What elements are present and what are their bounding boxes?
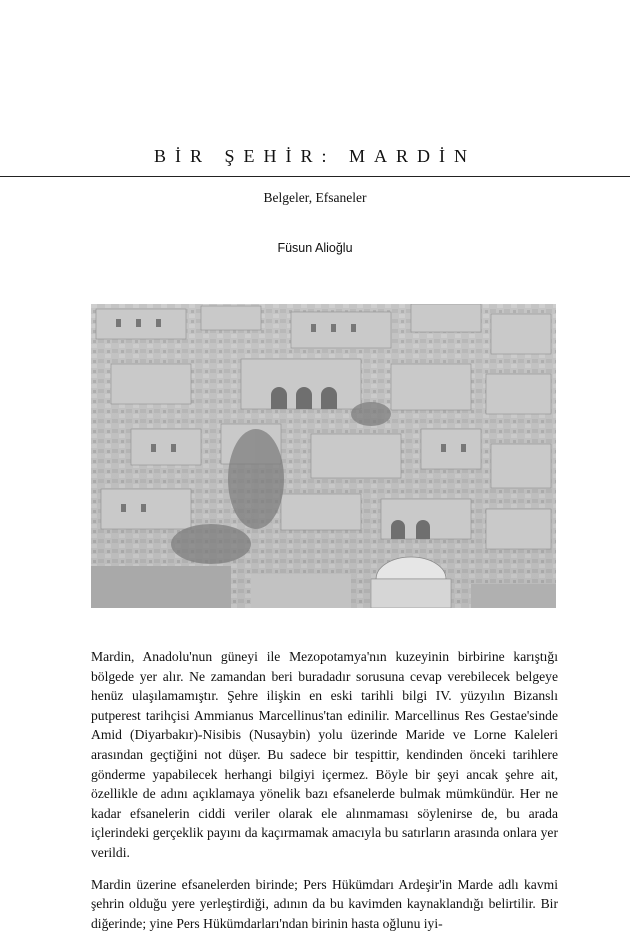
author-name: Füsun Alioğlu bbox=[277, 241, 353, 255]
title-divider bbox=[0, 176, 630, 177]
body-paragraph: Mardin, Anadolu'nun güneyi ile Mezopotamya'nın kuzeyinin birbirine karıştığı bölgede yer alır. Ne zamandan beri buradadır sorusuna cevap verebilecek belgeye henüz ulaşılamamıştır. Şehre ilişkin en eski tarihli bilgi IV. yüzyılın Bizanslı putperest tarihçisi Ammianus Marcellinus'tan edinilir. Marcellinus Res Gestae'sinde Amid (Diyarbakır)-Nisibis (Nusaybin) yolu üzerinde Maride ve Lorne Kaleleri arasından geçtiğini not düşer. Bu sadece bir tespittir, kendinden önceki tarihlere gönderme yapabilecek herhangi bilgiyi içermez. Böyle bir şeyi ancak şehre ait, özellikle de adını açıklamaya yönelik bazı efsanelerde bulmak mümkündür. Her ne kadar efsanelerin ciddi veriler olarak ele alınmaması söylenirse de, bu arada içlerindeki gerçeklik payını da kaçırmamak amacıyla bu satırların arasında onlara yer verildi. bbox=[91, 649, 558, 860]
article-body bbox=[91, 647, 558, 945]
article-subtitle: Belgeler, Efsaneler bbox=[263, 190, 367, 205]
mardin-cityscape-photo bbox=[91, 304, 556, 608]
article-title: BİR ŞEHİR: MARDİN bbox=[153, 146, 476, 166]
body-paragraph: Mardin üzerine efsanelerden birinde; Pers Hükümdarı Ardeşir'in Marde adlı kavmi şehrin olduğu yere yerleştirdiği, adının da bu kavimden kaynaklandığı belirtilir. Bir diğerinde; yine Pers Hükümdarları'ndan birinin hasta oğlunu iyi- bbox=[91, 876, 558, 931]
